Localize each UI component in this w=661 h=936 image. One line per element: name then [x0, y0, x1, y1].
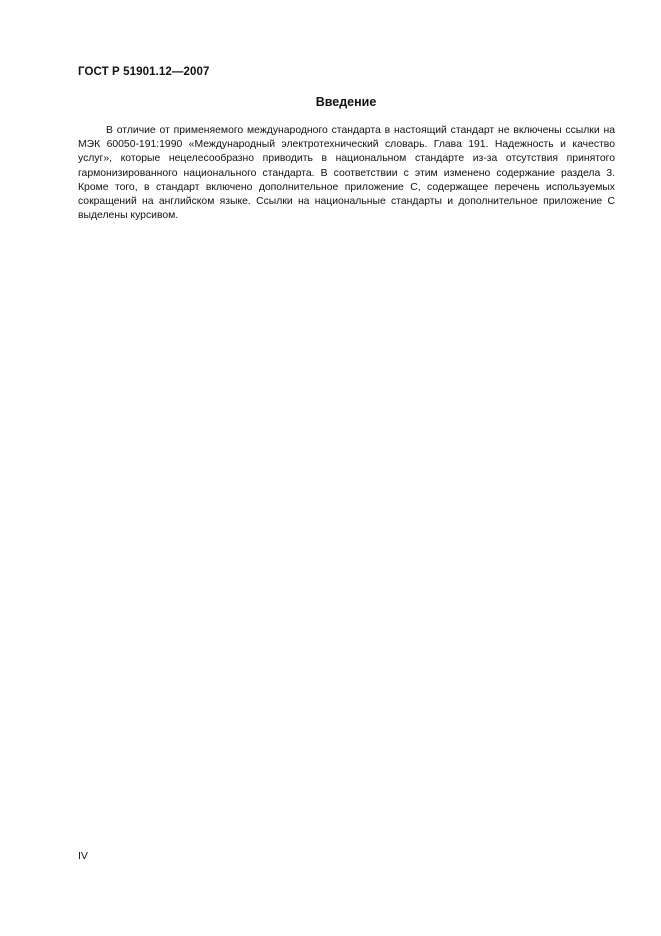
intro-paragraph: В отличие от применяемого международного стандарта в настоящий стандарт не включены ссылки на МЭК 60050-191:1990 «Международный электротехнический словарь. Глава 191. Надежность и качество услуг», которые нецелесообразно приводить в национальном стандарте из-за отсутствия принятого гармонизированного национального стандарта. В соответствии с этим изменено содержание раздела 3. Кроме того, в стандарт включено дополнительное приложение C, содержащее перечень используемых сокращений на английском языке. Ссылки на национальные стандарты и дополнительное приложение C выделены курсивом.	[78, 125, 615, 222]
page-number: IV	[78, 850, 88, 862]
section-title: Введение	[315, 95, 377, 109]
document-header: ГОСТ Р 51901.12—2007	[78, 66, 210, 78]
